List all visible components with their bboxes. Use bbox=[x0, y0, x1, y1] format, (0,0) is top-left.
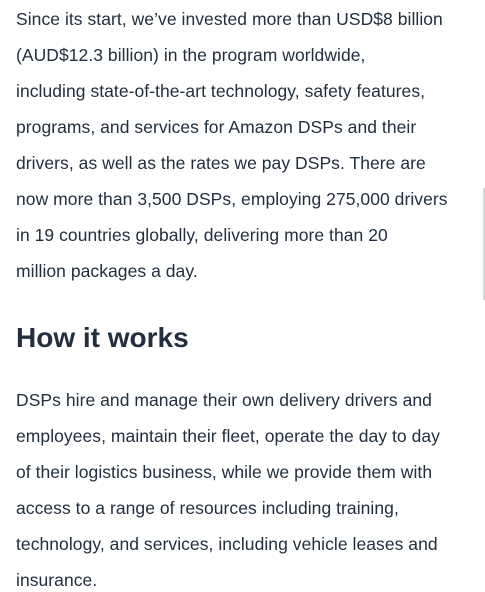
intro-line: Since its start, we’ve invested more than USD$8 billion bbox=[16, 9, 443, 29]
intro-line: programs, and services for Amazon DSPs and their bbox=[16, 117, 417, 137]
intro-paragraph bbox=[16, 1, 448, 289]
how-it-works-line: access to a range of resources including training, bbox=[16, 498, 399, 518]
intro-line: including state-of-the-art technology, safety features, bbox=[16, 81, 426, 101]
how-it-works-line: insurance. bbox=[16, 570, 98, 590]
intro-line: now more than 3,500 DSPs, employing 275,000 drivers bbox=[16, 189, 448, 209]
how-it-works-line: technology, and services, including vehicle leases and bbox=[16, 534, 438, 554]
intro-line: million packages a day. bbox=[16, 261, 198, 281]
how-it-works-line: DSPs hire and manage their own delivery drivers and bbox=[16, 390, 432, 410]
how-it-works-paragraph bbox=[16, 382, 440, 592]
how-it-works-line: employees, maintain their fleet, operate the day to day bbox=[16, 426, 440, 446]
intro-line: in 19 countries globally, delivering more than 20 bbox=[16, 225, 388, 245]
how-it-works-line: of their logistics business, while we provide them with bbox=[16, 462, 433, 482]
intro-line: (AUD$12.3 billion) in the program worldwide, bbox=[16, 45, 366, 65]
section-heading: How it works bbox=[16, 322, 189, 353]
intro-line: drivers, as well as the rates we pay DSPs. There are bbox=[16, 153, 426, 173]
